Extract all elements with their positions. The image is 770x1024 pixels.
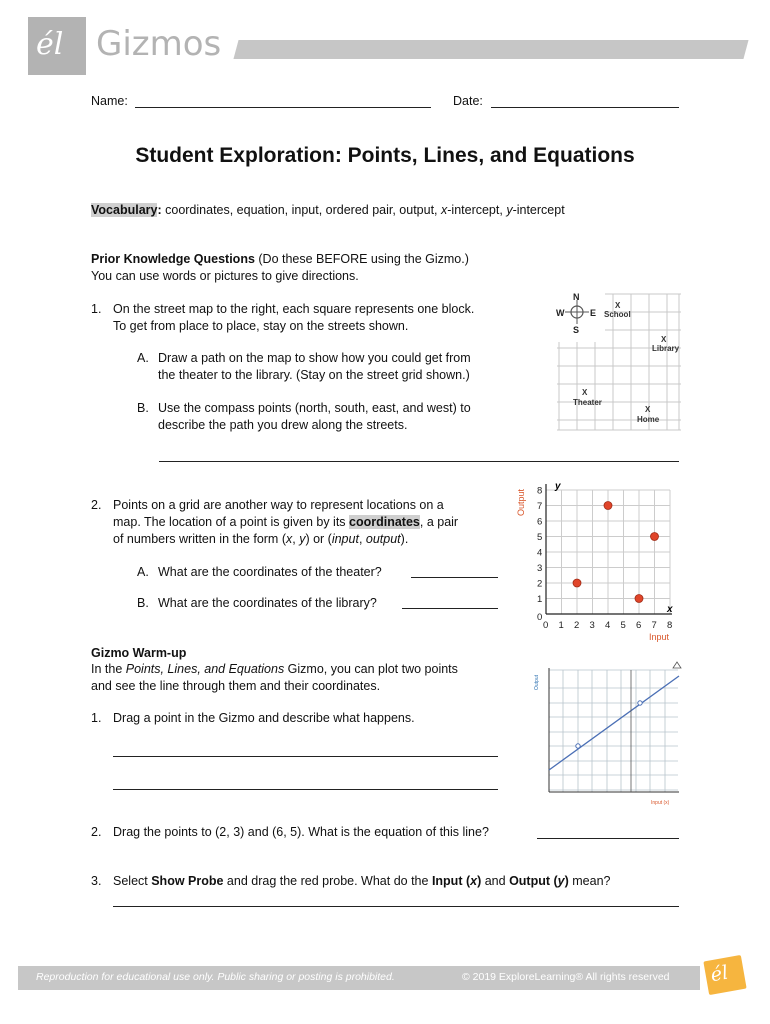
- input-x: x: [470, 874, 478, 888]
- footer-rights: © 2019 ExploreLearning® All rights reserved: [462, 971, 670, 983]
- warmup-q1-text: Drag a point in the Gizmo and describe what happens.: [113, 711, 415, 725]
- q2-l3-input: input: [331, 532, 359, 546]
- point-library: [604, 502, 612, 510]
- output-axis-label: Output: [516, 488, 526, 516]
- x-tick-8: 8: [667, 620, 673, 631]
- q2a-text: What are the coordinates of the theater?: [158, 565, 382, 579]
- q1b-number: B.: [137, 401, 149, 415]
- q2a-answer-field[interactable]: [411, 577, 498, 578]
- vocabulary-colon: :: [157, 203, 162, 217]
- q2-l3-e: ).: [400, 532, 409, 546]
- warmup-q2-text: Drag the points to (2, 3) and (6, 5). What is the equation of this line?: [113, 825, 489, 839]
- warmup-l1c: Gizmo, you can plot two points: [284, 662, 458, 676]
- warmup-heading: [91, 645, 186, 662]
- warmup-q1-answer-line-1[interactable]: [113, 756, 498, 757]
- point-home: [635, 595, 643, 603]
- coordinates-term: coordinates: [349, 515, 420, 529]
- theater-label: Theater: [573, 398, 602, 407]
- vocabulary-yint: -intercept: [512, 203, 565, 217]
- input-axis-label: Input: [649, 632, 670, 642]
- school-marker: X: [615, 301, 621, 310]
- gizmos-logo-box: [28, 17, 86, 75]
- explorelearning-badge-icon: [703, 955, 746, 995]
- header-bar: [233, 40, 748, 59]
- compass-s: S: [573, 325, 580, 335]
- gizmo-input-label: Input (x): [651, 800, 670, 806]
- vocabulary-terms: coordinates, equation, input, ordered pair, output,: [161, 203, 441, 217]
- q1-number: 1.: [91, 302, 102, 316]
- y-tick-8: 8: [537, 485, 543, 497]
- gizmo-output-label: Output: [534, 674, 540, 690]
- q3-and: and: [481, 874, 510, 888]
- school-label: School: [604, 310, 631, 319]
- q1a-line2: the theater to the library. (Stay on the street grid shown.): [158, 368, 470, 382]
- q2-number: 2.: [91, 498, 102, 512]
- name-field[interactable]: [135, 107, 431, 108]
- prior-note: (Do these BEFORE using the Gizmo.): [254, 252, 469, 266]
- y-tick-1: 1: [537, 594, 543, 605]
- x-tick-5: 5: [620, 620, 626, 631]
- y-letter: y: [555, 481, 561, 492]
- input-term: Input (: [431, 874, 471, 888]
- vocabulary-y: y: [506, 203, 513, 217]
- badge-glyph: él: [708, 961, 730, 987]
- q2-l3-c: ) or (: [305, 532, 332, 546]
- warmup-q1-answer-line-2[interactable]: [113, 789, 498, 790]
- footer-copyright-notice: Reproduction for educational use only. Public sharing or posting is prohibited.: [36, 971, 395, 983]
- q3-end: mean?: [568, 874, 611, 888]
- x-tick-2: 2: [574, 620, 580, 631]
- library-marker: X: [661, 335, 667, 344]
- name-label: Name:: [91, 94, 128, 108]
- warmup-heading-text: Gizmo Warm-up: [91, 646, 187, 660]
- q1b-line2: describe the path you drew along the streets.: [158, 418, 408, 432]
- coordinate-graph: [512, 478, 682, 644]
- brand-name: Gizmos: [96, 24, 222, 64]
- vocabulary-line: [91, 202, 565, 219]
- vocabulary-xint: -intercept,: [447, 203, 507, 217]
- y-tick-3: 3: [537, 563, 543, 574]
- output-y: y: [557, 874, 565, 888]
- x-tick-0: 0: [543, 620, 549, 631]
- y-tick-6: 6: [537, 516, 543, 528]
- show-probe-term: Show Probe: [151, 874, 224, 888]
- x-tick-3: 3: [589, 620, 595, 631]
- theater-marker: X: [582, 388, 588, 397]
- q2a-number: A.: [137, 565, 149, 579]
- x-tick-7: 7: [651, 620, 657, 631]
- compass-e: E: [590, 308, 597, 318]
- q1-line1: On the street map to the right, each square represents one block.: [113, 302, 475, 316]
- prior-heading-line: [91, 251, 469, 268]
- warmup-l1a: In the: [91, 662, 126, 676]
- date-field[interactable]: [491, 107, 679, 108]
- home-marker: X: [645, 405, 651, 414]
- gizmo-screenshot-graph: [533, 658, 683, 806]
- q2-l3-a: of numbers written in the form (: [113, 532, 286, 546]
- q2b-answer-field[interactable]: [402, 608, 498, 609]
- q2-l3-y: y: [299, 532, 306, 546]
- warmup-q3-number: 3.: [91, 874, 102, 888]
- q2-l3-x: x: [285, 532, 293, 546]
- prior-heading: Prior Knowledge Questions: [91, 252, 255, 266]
- q2-line2-start: map. The location of a point is given by its: [113, 515, 350, 529]
- gizmo-point-1[interactable]: [576, 744, 580, 748]
- prior-instructions: You can use words or pictures to give directions.: [91, 269, 359, 283]
- y-tick-5: 5: [537, 532, 543, 543]
- compass-w: W: [556, 308, 565, 318]
- explorelearning-logo-icon: él: [36, 27, 64, 62]
- street-map: [557, 290, 681, 432]
- warmup-q1-number: 1.: [91, 711, 102, 725]
- y-tick-0: 0: [537, 612, 543, 623]
- output-close: ): [564, 874, 569, 888]
- q3-c: and drag the red probe. What do the: [223, 874, 432, 888]
- q2-l3-d: ,: [358, 532, 366, 546]
- y-tick-2: 2: [537, 578, 543, 590]
- date-label: Date:: [453, 94, 483, 108]
- warmup-q3-line: [91, 873, 101, 890]
- q2-line3: [113, 531, 408, 548]
- vocabulary-x: x: [441, 203, 448, 217]
- q1b-line1: Use the compass points (north, south, east, and west) to: [158, 401, 471, 415]
- point-school: [651, 533, 659, 541]
- warmup-q3-text: [113, 873, 610, 890]
- page-title: Student Exploration: Points, Lines, and Equations: [135, 144, 635, 167]
- q1-line2: To get from place to place, stay on the streets shown.: [113, 319, 409, 333]
- x-letter: x: [667, 604, 673, 615]
- q2b-number: B.: [137, 596, 149, 610]
- q2-l3-output: output: [365, 532, 401, 546]
- q3-a: Select: [113, 874, 152, 888]
- point-theater: [573, 579, 581, 587]
- home-label: Home: [637, 415, 660, 424]
- q2b-text: What are the coordinates of the library?: [158, 596, 377, 610]
- x-tick-4: 4: [605, 620, 611, 631]
- warmup-q2-answer-field[interactable]: [537, 838, 679, 839]
- warmup-q3-answer-line[interactable]: [113, 906, 679, 907]
- library-label: Library: [652, 344, 680, 353]
- warmup-line1: [91, 661, 458, 678]
- y-tick-4: 4: [537, 547, 543, 559]
- q2-line1: Points on a grid are another way to represent locations on a: [113, 498, 444, 512]
- x-tick-1: 1: [558, 620, 564, 631]
- q2-l3-b: ,: [292, 532, 300, 546]
- gizmo-name: Points, Lines, and Equations: [125, 662, 285, 676]
- output-term: Output (: [509, 874, 558, 888]
- gizmo-point-2[interactable]: [638, 701, 642, 705]
- warmup-line2: and see the line through them and their coordinates.: [91, 679, 381, 693]
- q2-line2: [113, 514, 458, 531]
- compass-n: N: [573, 292, 580, 302]
- q1b-answer-line[interactable]: [159, 461, 679, 462]
- warmup-q2-number: 2.: [91, 825, 102, 839]
- input-close: ): [477, 874, 482, 888]
- y-tick-7: 7: [537, 501, 543, 512]
- vocabulary-label: Vocabulary: [91, 203, 158, 217]
- q1a-number: A.: [137, 351, 149, 365]
- x-tick-6: 6: [636, 620, 642, 631]
- q2-line2-end: , a pair: [419, 515, 459, 529]
- q1a-line1: Draw a path on the map to show how you could get from: [158, 351, 471, 365]
